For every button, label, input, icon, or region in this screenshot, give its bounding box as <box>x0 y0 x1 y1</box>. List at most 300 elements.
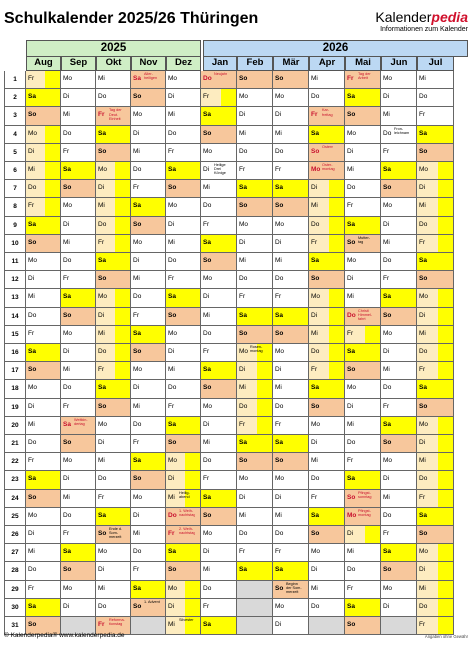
weekday-label: Di <box>275 366 282 374</box>
day-cell <box>26 289 61 307</box>
day-cell <box>26 544 61 562</box>
day-cell <box>26 198 61 216</box>
weekday-label: Sa <box>133 457 141 465</box>
day-cell <box>237 399 273 417</box>
day-cell <box>237 289 273 307</box>
day-cell <box>26 599 61 617</box>
weekday-label: So <box>347 493 356 501</box>
day-cell <box>61 71 96 89</box>
day-cell <box>381 107 417 125</box>
weekday-label: Mo <box>28 129 38 137</box>
weekday-label: Do <box>203 457 212 465</box>
weekday-label: Fr <box>63 402 70 410</box>
day-cell <box>273 344 309 362</box>
day-cell <box>61 471 96 489</box>
day-cell <box>417 271 454 289</box>
day-cell <box>26 380 61 398</box>
day-cell <box>166 599 201 617</box>
day-cell <box>96 599 131 617</box>
day-cell <box>131 344 166 362</box>
day-cell <box>96 107 131 125</box>
day-cell <box>26 417 61 435</box>
day-cell <box>96 253 131 271</box>
day-number: 25 <box>4 508 26 526</box>
day-cell <box>309 362 345 380</box>
weekday-label: Mi <box>347 293 354 301</box>
weekday-label: Mi <box>168 238 175 246</box>
weekday-label: Do <box>311 602 320 610</box>
holiday-label: Reforma- tionstag <box>109 618 125 627</box>
weekday-label: Di <box>203 420 210 428</box>
day-cell <box>345 107 381 125</box>
weekday-label: Mo <box>98 420 108 428</box>
weekday-label: Di <box>419 439 426 446</box>
weekday-label: Do <box>98 602 107 610</box>
weekday-label: Mi <box>419 584 426 592</box>
weekday-label: Di <box>63 93 70 101</box>
day-cell <box>309 453 345 471</box>
day-cell <box>237 562 273 580</box>
weekday-label: Mo <box>347 129 357 137</box>
day-cell <box>237 180 273 198</box>
weekday-label: Sa <box>203 366 211 374</box>
day-cell <box>345 89 381 107</box>
weekday-label: Sa <box>63 166 71 173</box>
day-number: 2 <box>4 89 26 107</box>
day-cell <box>201 399 237 417</box>
weekday-label: Do <box>28 311 37 319</box>
calendar-grid <box>0 71 474 635</box>
weekday-label: Sa <box>98 129 106 137</box>
weekday-label: Mi <box>239 384 246 392</box>
weekday-label: Mi <box>239 511 246 519</box>
day-cell <box>96 417 131 435</box>
day-cell <box>61 144 96 162</box>
month-header-jul: Jul <box>417 57 454 71</box>
weekday-label: Fr <box>168 275 175 283</box>
day-cell <box>417 180 454 198</box>
vacation-marker <box>438 599 453 616</box>
holiday-label: Neujahr <box>214 72 228 76</box>
vacation-marker <box>329 326 344 343</box>
weekday-label: Do <box>63 129 72 137</box>
day-cell <box>201 581 237 599</box>
vacation-marker <box>221 89 236 106</box>
day-cell <box>61 235 96 253</box>
day-cell <box>345 289 381 307</box>
weekday-label: Do <box>239 402 248 410</box>
day-cell <box>237 417 273 435</box>
weekday-label: So <box>311 530 320 537</box>
day-cell <box>345 198 381 216</box>
day-cell <box>237 162 273 180</box>
day-cell <box>237 544 273 562</box>
weekday-label: Sa <box>168 293 176 301</box>
day-cell <box>381 162 417 180</box>
day-cell <box>26 399 61 417</box>
weekday-label: Sa <box>28 475 36 483</box>
weekday-label: Sa <box>63 548 71 556</box>
weekday-label: Mi <box>28 166 35 173</box>
weekday-label: Sa <box>28 93 36 101</box>
weekday-label: Di <box>347 147 354 155</box>
day-cell <box>237 380 273 398</box>
day-cell <box>273 198 309 216</box>
weekday-label: Mi <box>275 384 282 392</box>
vacation-marker <box>329 180 344 197</box>
footer-disclaimer: Angaben ohne Gewähr <box>424 634 468 639</box>
weekday-label: Do <box>28 566 37 574</box>
weekday-label: Do <box>275 275 284 283</box>
weekday-label: So <box>63 184 72 192</box>
weekday-label: Mo <box>168 202 178 210</box>
weekday-label: Fr <box>419 238 426 246</box>
day-cell <box>237 253 273 271</box>
weekday-label: Di <box>63 220 70 228</box>
weekday-label: Sa <box>347 475 355 483</box>
day-cell <box>237 198 273 216</box>
day-cell <box>345 180 381 198</box>
weekday-label: Do <box>98 475 107 483</box>
day-cell <box>417 289 454 307</box>
day-cell <box>417 508 454 526</box>
weekday-label: Mi <box>383 493 390 501</box>
day-cell <box>273 581 309 599</box>
weekday-label: Do <box>383 129 392 137</box>
day-cell <box>96 344 131 362</box>
holiday-label: Pfingst- sonntag <box>358 490 372 499</box>
day-cell <box>417 217 454 235</box>
weekday-label: So <box>133 602 142 610</box>
day-cell <box>131 562 166 580</box>
vacation-marker <box>438 435 453 452</box>
weekday-label: Sa <box>275 311 283 319</box>
day-cell <box>131 362 166 380</box>
weekday-label: Fr <box>347 329 354 337</box>
weekday-label: Fr <box>275 548 282 556</box>
day-cell <box>237 217 273 235</box>
day-cell <box>345 471 381 489</box>
day-cell <box>309 417 345 435</box>
day-cell <box>201 71 237 89</box>
day-cell <box>345 253 381 271</box>
weekday-label: Mi <box>168 493 175 501</box>
weekday-label: Mo <box>419 420 429 428</box>
day-cell <box>131 126 166 144</box>
day-cell <box>381 198 417 216</box>
day-cell <box>345 71 381 89</box>
weekday-label: Fr <box>203 93 210 101</box>
weekday-label: Mi <box>311 584 318 592</box>
day-cell <box>26 271 61 289</box>
day-cell <box>131 326 166 344</box>
day-cell <box>61 508 96 526</box>
day-cell <box>26 180 61 198</box>
brand-name-accent: pedia <box>431 9 468 25</box>
weekday-label: Mi <box>168 111 175 119</box>
weekday-label: Mo <box>239 348 249 355</box>
year-header-2026: 2026 <box>203 40 468 57</box>
day-cell <box>309 435 345 453</box>
weekday-label: Fr <box>383 147 390 155</box>
day-cell <box>26 526 61 544</box>
weekday-label: Mo <box>28 257 38 264</box>
weekday-label: Sa <box>239 184 247 192</box>
day-cell <box>201 144 237 162</box>
weekday-label: Do <box>168 511 177 519</box>
day-cell <box>273 399 309 417</box>
weekday-label: Di <box>133 257 140 264</box>
weekday-label: Fr <box>275 420 282 428</box>
weekday-label: Mi <box>311 329 318 337</box>
weekday-label: Fr <box>311 493 318 501</box>
weekday-label: Mo <box>28 511 38 519</box>
weekday-label: Do <box>133 548 142 556</box>
day-cell <box>417 617 454 635</box>
weekday-label: So <box>63 311 72 319</box>
month-header-aug: Aug <box>26 57 61 71</box>
weekday-label: So <box>28 493 37 501</box>
day-cell <box>381 526 417 544</box>
weekday-label: So <box>383 439 392 446</box>
holiday-label: 1. Weih- nachtstag <box>179 508 196 517</box>
day-cell <box>345 380 381 398</box>
weekday-label: Fr <box>168 147 175 155</box>
day-cell <box>201 453 237 471</box>
day-cell <box>273 617 309 635</box>
day-cell <box>381 89 417 107</box>
weekday-label: Mi <box>383 111 390 119</box>
day-cell <box>309 217 345 235</box>
day-number: 8 <box>4 198 26 216</box>
weekday-label: Mi <box>239 257 246 264</box>
day-cell <box>309 490 345 508</box>
event-note: Beginn der Som- merzeit <box>286 581 302 594</box>
day-cell <box>345 217 381 235</box>
day-cell <box>166 107 201 125</box>
weekday-label: Mo <box>419 166 429 173</box>
holiday-label: 2. Weih- nachtstag <box>179 527 196 536</box>
weekday-label: So <box>419 402 428 410</box>
vacation-marker <box>115 162 130 179</box>
day-cell <box>309 144 345 162</box>
day-cell <box>417 581 454 599</box>
weekday-label: Do <box>63 511 72 519</box>
day-cell <box>273 71 309 89</box>
weekday-label: Fr <box>203 602 210 610</box>
day-cell <box>417 308 454 326</box>
day-cell <box>417 344 454 362</box>
weekday-label: Fr <box>347 457 354 465</box>
day-cell <box>201 490 237 508</box>
weekday-label: So <box>133 93 142 101</box>
day-cell <box>417 490 454 508</box>
day-cell <box>381 453 417 471</box>
weekday-label: Di <box>168 602 175 610</box>
day-cell <box>131 526 166 544</box>
weekday-label: Fr <box>63 275 70 283</box>
day-cell <box>96 380 131 398</box>
day-cell <box>237 490 273 508</box>
day-cell <box>273 89 309 107</box>
weekday-label: Fr <box>311 238 318 246</box>
day-cell <box>96 453 131 471</box>
weekday-label: Sa <box>98 257 106 264</box>
day-cell <box>309 544 345 562</box>
day-cell <box>166 544 201 562</box>
weekday-label: Mo <box>311 420 321 428</box>
day-cell <box>96 235 131 253</box>
day-cell <box>381 126 417 144</box>
day-cell <box>61 399 96 417</box>
day-cell <box>166 271 201 289</box>
weekday-label: Mo <box>419 548 429 556</box>
weekday-label: So <box>239 457 248 465</box>
day-cell <box>381 271 417 289</box>
empty-day-cell <box>381 617 417 635</box>
weekday-label: Sa <box>98 511 106 519</box>
weekday-label: Sa <box>168 548 176 556</box>
weekday-label: Fr <box>419 493 426 501</box>
day-cell <box>26 126 61 144</box>
weekday-label: Di <box>98 566 105 574</box>
day-cell <box>381 581 417 599</box>
weekday-label: Mo <box>28 384 38 392</box>
day-cell <box>417 526 454 544</box>
day-cell <box>381 253 417 271</box>
day-number: 20 <box>4 417 26 435</box>
month-header-nov: Nov <box>131 57 166 71</box>
vacation-marker <box>115 235 130 252</box>
day-cell <box>131 399 166 417</box>
day-cell <box>201 107 237 125</box>
weekday-label: Mo <box>347 384 357 392</box>
vacation-marker <box>257 362 272 379</box>
day-cell <box>309 471 345 489</box>
weekday-label: So <box>239 329 248 337</box>
day-number: 10 <box>4 235 26 253</box>
weekday-label: Mi <box>28 420 35 428</box>
day-cell <box>166 217 201 235</box>
weekday-label: Di <box>98 184 105 192</box>
day-cell <box>345 490 381 508</box>
holiday-label: Ostern <box>322 144 334 149</box>
weekday-label: Mo <box>63 75 73 82</box>
day-cell <box>201 89 237 107</box>
empty-day-cell <box>309 617 345 635</box>
weekday-label: Fr <box>28 329 35 337</box>
day-cell <box>237 271 273 289</box>
weekday-label: Sa <box>203 621 211 628</box>
footer-copyright: © Kalenderpedia® www.kalenderpedia.de <box>4 632 125 639</box>
day-cell <box>201 235 237 253</box>
day-cell <box>26 581 61 599</box>
weekday-label: Mi <box>63 111 70 119</box>
day-cell <box>166 453 201 471</box>
weekday-label: Fr <box>28 457 35 465</box>
day-cell <box>131 599 166 617</box>
weekday-label: Di <box>133 384 140 392</box>
day-cell <box>131 217 166 235</box>
weekday-label: Sa <box>383 420 391 428</box>
day-cell <box>417 71 454 89</box>
day-cell <box>201 544 237 562</box>
weekday-label: Do <box>347 311 356 319</box>
vacation-marker <box>438 198 453 215</box>
weekday-label: Mo <box>383 202 393 210</box>
weekday-label: Mi <box>311 457 318 465</box>
weekday-label: Mi <box>203 439 210 446</box>
weekday-label: Mi <box>98 329 105 337</box>
weekday-label: Sa <box>203 493 211 501</box>
day-cell <box>166 289 201 307</box>
weekday-label: Sa <box>63 293 71 301</box>
weekday-label: Do <box>419 220 428 228</box>
weekday-label: Do <box>133 166 142 173</box>
day-cell <box>61 198 96 216</box>
month-header-jan: Jan <box>203 57 237 71</box>
day-cell <box>201 508 237 526</box>
day-cell <box>61 453 96 471</box>
vacation-marker <box>115 289 130 306</box>
weekday-label: So <box>311 402 320 410</box>
day-cell <box>131 235 166 253</box>
vacation-marker <box>257 399 272 416</box>
weekday-label: Fr <box>98 238 105 246</box>
brand-tagline: Informationen zum Kalender <box>380 26 468 33</box>
weekday-label: So <box>347 621 356 628</box>
holiday-label: Tag der Deut. Einheit <box>109 108 122 121</box>
vacation-marker <box>115 308 130 325</box>
brand-logo <box>375 10 468 33</box>
day-cell <box>381 308 417 326</box>
day-cell <box>166 435 201 453</box>
day-cell <box>417 235 454 253</box>
weekday-label: Fr <box>133 566 140 574</box>
weekday-label: Do <box>168 129 177 137</box>
day-cell <box>273 435 309 453</box>
day-number: 18 <box>4 380 26 398</box>
weekday-label: Mi <box>63 238 70 246</box>
day-cell <box>309 253 345 271</box>
weekday-label: Sa <box>239 439 247 446</box>
weekday-label: Di <box>275 111 282 119</box>
weekday-label: Do <box>383 384 392 392</box>
weekday-label: Mo <box>133 366 143 374</box>
weekday-label: So <box>168 439 177 446</box>
weekday-label: So <box>133 475 142 483</box>
day-cell <box>61 526 96 544</box>
vacation-marker <box>115 217 130 234</box>
day-cell <box>131 453 166 471</box>
day-cell <box>96 126 131 144</box>
weekday-label: Mo <box>168 457 178 465</box>
day-number: 5 <box>4 144 26 162</box>
vacation-marker <box>438 471 453 488</box>
weekday-label: Di <box>347 275 354 283</box>
empty-day-cell <box>237 617 273 635</box>
vacation-marker <box>329 362 344 379</box>
vacation-marker <box>45 144 60 161</box>
weekday-label: Fr <box>347 75 354 82</box>
weekday-label: Fr <box>419 366 426 374</box>
weekday-label: Do <box>275 530 284 537</box>
day-cell <box>166 198 201 216</box>
day-cell <box>26 235 61 253</box>
day-cell <box>273 271 309 289</box>
day-number: 14 <box>4 308 26 326</box>
day-cell <box>96 581 131 599</box>
